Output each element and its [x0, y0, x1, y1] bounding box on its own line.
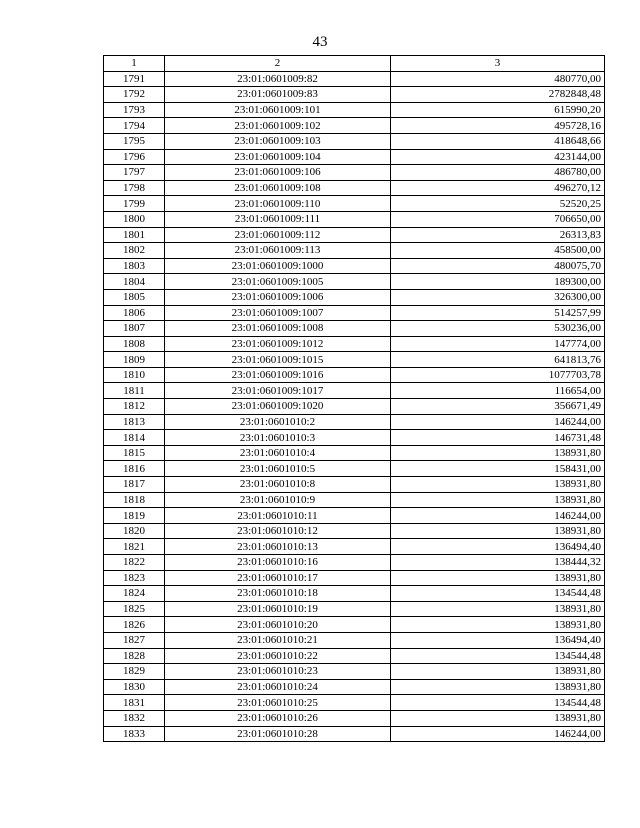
- cadastral-number-cell: 23:01:0601009:108: [165, 180, 391, 196]
- table-row: [104, 695, 605, 711]
- table-row: [104, 367, 605, 383]
- table-row: [104, 726, 605, 742]
- cadastral-number-cell: 23:01:0601010:26: [165, 710, 391, 726]
- cadastral-value-cell: 146244,00: [391, 414, 605, 430]
- cadastral-value-cell: 138931,80: [391, 477, 605, 493]
- cadastral-value-cell: 146244,00: [391, 508, 605, 524]
- cadastral-value-cell: 134544,48: [391, 648, 605, 664]
- table-row: [104, 617, 605, 633]
- cadastral-value-table: [103, 55, 605, 742]
- cadastral-value-cell: 514257,99: [391, 305, 605, 321]
- cadastral-number-cell: 23:01:0601010:16: [165, 555, 391, 571]
- row-number-cell: 1823: [104, 570, 165, 586]
- table-row: [104, 508, 605, 524]
- table-row: [104, 632, 605, 648]
- row-number-cell: 1814: [104, 430, 165, 446]
- cadastral-number-cell: 23:01:0601010:28: [165, 726, 391, 742]
- cadastral-number-cell: 23:01:0601009:104: [165, 149, 391, 165]
- cadastral-number-cell: 23:01:0601010:17: [165, 570, 391, 586]
- cadastral-value-cell: 134544,48: [391, 586, 605, 602]
- cadastral-value-cell: 480770,00: [391, 71, 605, 87]
- table-row: [104, 648, 605, 664]
- cadastral-number-cell: 23:01:0601010:13: [165, 539, 391, 555]
- cadastral-number-cell: 23:01:0601009:1016: [165, 367, 391, 383]
- page-number: 43: [312, 34, 328, 50]
- cadastral-value-cell: 418648,66: [391, 133, 605, 149]
- row-number-cell: 1805: [104, 289, 165, 305]
- cadastral-value-cell: 138931,80: [391, 492, 605, 508]
- cadastral-value-cell: 495728,16: [391, 118, 605, 134]
- cadastral-value-cell: 136494,40: [391, 632, 605, 648]
- cadastral-value-cell: 138931,80: [391, 710, 605, 726]
- cadastral-value-cell: 138931,80: [391, 601, 605, 617]
- cadastral-number-cell: 23:01:0601010:2: [165, 414, 391, 430]
- row-number-cell: 1812: [104, 399, 165, 415]
- row-number-cell: 1816: [104, 461, 165, 477]
- table-row: [104, 211, 605, 227]
- row-number-cell: 1819: [104, 508, 165, 524]
- cadastral-value-cell: 1077703,78: [391, 367, 605, 383]
- table-row: [104, 352, 605, 368]
- table-header: [104, 56, 605, 72]
- cadastral-number-cell: 23:01:0601009:1020: [165, 399, 391, 415]
- table-row: [104, 601, 605, 617]
- row-number-cell: 1791: [104, 71, 165, 87]
- cadastral-value-cell: 480075,70: [391, 258, 605, 274]
- row-number-cell: 1829: [104, 664, 165, 680]
- table-row: [104, 461, 605, 477]
- cadastral-number-cell: 23:01:0601009:101: [165, 102, 391, 118]
- table-row: [104, 710, 605, 726]
- table-row: [104, 383, 605, 399]
- cadastral-value-cell: 138931,80: [391, 664, 605, 680]
- row-number-cell: 1799: [104, 196, 165, 212]
- cadastral-value-cell: 138931,80: [391, 679, 605, 695]
- cadastral-value-cell: 2782848,48: [391, 87, 605, 103]
- cadastral-number-cell: 23:01:0601009:1005: [165, 274, 391, 290]
- row-number-cell: 1824: [104, 586, 165, 602]
- column-header-3: 3: [391, 56, 605, 72]
- cadastral-number-cell: 23:01:0601010:3: [165, 430, 391, 446]
- row-number-cell: 1801: [104, 227, 165, 243]
- cadastral-value-cell: 26313,83: [391, 227, 605, 243]
- table-row: [104, 321, 605, 337]
- cadastral-value-cell: 138931,80: [391, 617, 605, 633]
- cadastral-number-cell: 23:01:0601009:83: [165, 87, 391, 103]
- cadastral-number-cell: 23:01:0601009:106: [165, 165, 391, 181]
- row-number-cell: 1822: [104, 555, 165, 571]
- row-number-cell: 1792: [104, 87, 165, 103]
- table-row: [104, 227, 605, 243]
- table-row: [104, 102, 605, 118]
- row-number-cell: 1796: [104, 149, 165, 165]
- table-row: [104, 477, 605, 493]
- cadastral-value-cell: 138931,80: [391, 570, 605, 586]
- cadastral-number-cell: 23:01:0601009:82: [165, 71, 391, 87]
- row-number-cell: 1821: [104, 539, 165, 555]
- table-row: [104, 243, 605, 259]
- table-row: [104, 274, 605, 290]
- cadastral-value-cell: 138931,80: [391, 445, 605, 461]
- row-number-cell: 1827: [104, 632, 165, 648]
- cadastral-number-cell: 23:01:0601010:19: [165, 601, 391, 617]
- cadastral-number-cell: 23:01:0601010:21: [165, 632, 391, 648]
- cadastral-number-cell: 23:01:0601009:110: [165, 196, 391, 212]
- row-number-cell: 1809: [104, 352, 165, 368]
- cadastral-number-cell: 23:01:0601009:102: [165, 118, 391, 134]
- cadastral-number-cell: 23:01:0601010:23: [165, 664, 391, 680]
- row-number-cell: 1818: [104, 492, 165, 508]
- row-number-cell: 1794: [104, 118, 165, 134]
- table-row: [104, 196, 605, 212]
- row-number-cell: 1828: [104, 648, 165, 664]
- row-number-cell: 1806: [104, 305, 165, 321]
- cadastral-number-cell: 23:01:0601009:1008: [165, 321, 391, 337]
- table-row: [104, 87, 605, 103]
- row-number-cell: 1820: [104, 523, 165, 539]
- row-number-cell: 1804: [104, 274, 165, 290]
- row-number-cell: 1810: [104, 367, 165, 383]
- cadastral-number-cell: 23:01:0601010:9: [165, 492, 391, 508]
- table-row: [104, 570, 605, 586]
- table-body: [104, 71, 605, 742]
- cadastral-number-cell: 23:01:0601009:1015: [165, 352, 391, 368]
- table-row: [104, 118, 605, 134]
- cadastral-value-cell: 134544,48: [391, 695, 605, 711]
- cadastral-number-cell: 23:01:0601010:20: [165, 617, 391, 633]
- table-row: [104, 133, 605, 149]
- cadastral-value-cell: 496270,12: [391, 180, 605, 196]
- cadastral-value-cell: 530236,00: [391, 321, 605, 337]
- table-row: [104, 414, 605, 430]
- cadastral-value-cell: 189300,00: [391, 274, 605, 290]
- cadastral-value-cell: 158431,00: [391, 461, 605, 477]
- cadastral-number-cell: 23:01:0601009:111: [165, 211, 391, 227]
- cadastral-number-cell: 23:01:0601009:113: [165, 243, 391, 259]
- table-row: [104, 555, 605, 571]
- row-number-cell: 1826: [104, 617, 165, 633]
- row-number-cell: 1798: [104, 180, 165, 196]
- table-row: [104, 679, 605, 695]
- table-row: [104, 289, 605, 305]
- cadastral-number-cell: 23:01:0601009:1006: [165, 289, 391, 305]
- table-row: [104, 492, 605, 508]
- row-number-cell: 1793: [104, 102, 165, 118]
- cadastral-number-cell: 23:01:0601010:12: [165, 523, 391, 539]
- cadastral-value-cell: 52520,25: [391, 196, 605, 212]
- cadastral-value-cell: 116654,00: [391, 383, 605, 399]
- table-row: [104, 258, 605, 274]
- row-number-cell: 1803: [104, 258, 165, 274]
- table-row: [104, 445, 605, 461]
- cadastral-value-cell: 615990,20: [391, 102, 605, 118]
- cadastral-number-cell: 23:01:0601009:1007: [165, 305, 391, 321]
- row-number-cell: 1831: [104, 695, 165, 711]
- cadastral-value-cell: 147774,00: [391, 336, 605, 352]
- cadastral-number-cell: 23:01:0601010:8: [165, 477, 391, 493]
- column-header-1: 1: [104, 56, 165, 72]
- cadastral-value-cell: 326300,00: [391, 289, 605, 305]
- cadastral-number-cell: 23:01:0601009:103: [165, 133, 391, 149]
- cadastral-value-cell: 138444,32: [391, 555, 605, 571]
- table-row: [104, 165, 605, 181]
- cadastral-number-cell: 23:01:0601010:5: [165, 461, 391, 477]
- row-number-cell: 1815: [104, 445, 165, 461]
- row-number-cell: 1808: [104, 336, 165, 352]
- cadastral-value-cell: 356671,49: [391, 399, 605, 415]
- cadastral-number-cell: 23:01:0601010:24: [165, 679, 391, 695]
- row-number-cell: 1797: [104, 165, 165, 181]
- table-row: [104, 336, 605, 352]
- row-number-cell: 1832: [104, 710, 165, 726]
- row-number-cell: 1795: [104, 133, 165, 149]
- cadastral-number-cell: 23:01:0601009:1000: [165, 258, 391, 274]
- row-number-cell: 1802: [104, 243, 165, 259]
- row-number-cell: 1807: [104, 321, 165, 337]
- cadastral-number-cell: 23:01:0601010:18: [165, 586, 391, 602]
- cadastral-value-cell: 706650,00: [391, 211, 605, 227]
- cadastral-value-cell: 146731,48: [391, 430, 605, 446]
- column-header-2: 2: [165, 56, 391, 72]
- table-row: [104, 149, 605, 165]
- row-number-cell: 1817: [104, 477, 165, 493]
- table-row: [104, 71, 605, 87]
- table-header-row: [104, 56, 605, 72]
- row-number-cell: 1813: [104, 414, 165, 430]
- cadastral-number-cell: 23:01:0601009:112: [165, 227, 391, 243]
- table-row: [104, 664, 605, 680]
- cadastral-number-cell: 23:01:0601009:1017: [165, 383, 391, 399]
- table-row: [104, 586, 605, 602]
- row-number-cell: 1833: [104, 726, 165, 742]
- cadastral-number-cell: 23:01:0601010:22: [165, 648, 391, 664]
- table-row: [104, 180, 605, 196]
- cadastral-value-cell: 458500,00: [391, 243, 605, 259]
- cadastral-value-cell: 146244,00: [391, 726, 605, 742]
- cadastral-value-cell: 136494,40: [391, 539, 605, 555]
- table-row: [104, 399, 605, 415]
- table-row: [104, 305, 605, 321]
- cadastral-value-cell: 138931,80: [391, 523, 605, 539]
- cadastral-value-cell: 486780,00: [391, 165, 605, 181]
- cadastral-value-cell: 641813,76: [391, 352, 605, 368]
- cadastral-number-cell: 23:01:0601010:25: [165, 695, 391, 711]
- cadastral-number-cell: 23:01:0601009:1012: [165, 336, 391, 352]
- table-row: [104, 539, 605, 555]
- cadastral-value-cell: 423144,00: [391, 149, 605, 165]
- table-row: [104, 523, 605, 539]
- cadastral-number-cell: 23:01:0601010:4: [165, 445, 391, 461]
- row-number-cell: 1830: [104, 679, 165, 695]
- row-number-cell: 1811: [104, 383, 165, 399]
- cadastral-number-cell: 23:01:0601010:11: [165, 508, 391, 524]
- row-number-cell: 1825: [104, 601, 165, 617]
- table-row: [104, 430, 605, 446]
- row-number-cell: 1800: [104, 211, 165, 227]
